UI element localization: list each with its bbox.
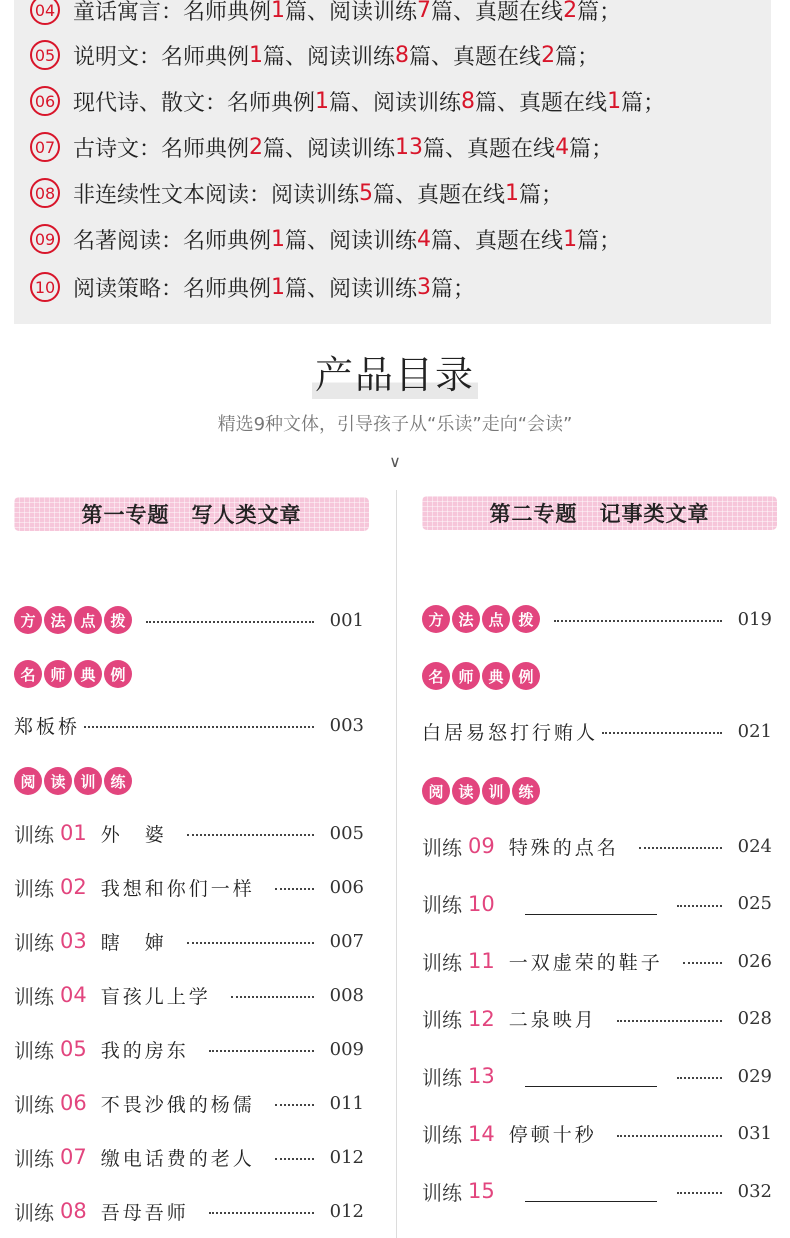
toc-row-training[interactable] xyxy=(422,889,772,919)
count-value: 1 xyxy=(563,226,578,252)
summary-text: 篇； xyxy=(569,136,614,162)
count-value: 1 xyxy=(271,0,286,23)
page-number: 032 xyxy=(737,1180,772,1202)
page-number: 011 xyxy=(329,1092,364,1114)
dot-leader xyxy=(84,726,314,728)
count-value: 1 xyxy=(271,274,286,300)
method-badge-char: 方 xyxy=(14,606,42,634)
example-badge-char: 典 xyxy=(482,662,510,690)
summary-text: 篇、真题在线 xyxy=(373,182,506,208)
summary-text: 篇、阅读训练 xyxy=(285,0,418,25)
training-badge-char: 读 xyxy=(452,777,480,805)
training-number: 09 xyxy=(468,834,495,858)
summary-text: 篇； xyxy=(555,44,600,70)
summary-text: 篇； xyxy=(577,0,622,25)
training-badge-char: 读 xyxy=(44,767,72,795)
training-number: 01 xyxy=(60,821,87,845)
blank-title-line xyxy=(525,1180,657,1202)
summary-text: 篇、阅读训练 xyxy=(285,276,418,302)
count-value: 3 xyxy=(417,274,432,300)
training-number: 02 xyxy=(60,875,87,899)
example-badge-char: 师 xyxy=(44,660,72,688)
toc-row-training[interactable] xyxy=(14,818,364,848)
page-number: 028 xyxy=(737,1008,772,1029)
page-number: 009 xyxy=(329,1038,364,1060)
summary-row xyxy=(30,84,665,118)
toc-row-example[interactable] xyxy=(422,716,772,746)
dot-leader xyxy=(677,1192,722,1194)
page-number: 031 xyxy=(737,1123,772,1144)
entry-title: 外 婆 xyxy=(100,823,167,846)
page-number: 019 xyxy=(737,608,772,630)
example-badge-char: 例 xyxy=(512,662,540,690)
page-number: 024 xyxy=(737,835,772,857)
dot-leader xyxy=(231,996,314,998)
summary-text: 篇、真题在线 xyxy=(409,44,542,70)
dot-leader xyxy=(639,847,722,849)
page-number: 007 xyxy=(329,930,364,952)
entry-title: 缴电话费的老人 xyxy=(100,1147,255,1170)
training-badge-char: 阅 xyxy=(422,777,450,805)
count-value: 5 xyxy=(359,180,374,206)
training-prefix: 训练 xyxy=(14,984,54,1009)
dot-leader xyxy=(275,888,314,890)
summary-row xyxy=(30,38,599,72)
method-badges xyxy=(14,606,132,634)
summary-text: 名师典例 xyxy=(183,0,272,25)
dot-leader xyxy=(617,1020,722,1022)
training-badges xyxy=(14,767,132,795)
toc-row-training[interactable] xyxy=(422,946,772,976)
entry-title: 白居易怒打行贿人 xyxy=(422,721,599,744)
column-divider xyxy=(396,490,397,1238)
toc-row-training[interactable] xyxy=(422,831,772,861)
summary-text: 篇、真题在线 xyxy=(431,0,564,25)
number-badge: 09 xyxy=(30,224,60,254)
training-prefix: 训练 xyxy=(422,835,462,860)
training-prefix: 训练 xyxy=(14,1092,54,1117)
training-badges xyxy=(422,777,540,805)
toc-row-training[interactable] xyxy=(422,1061,772,1091)
page-number: 025 xyxy=(737,893,772,914)
training-badge-char: 练 xyxy=(512,777,540,805)
summary-text: 名师典例 xyxy=(161,136,250,162)
summary-text: 篇、阅读训练 xyxy=(329,90,462,116)
genre-label: 名著阅读： xyxy=(73,228,184,254)
training-prefix: 训练 xyxy=(14,1146,54,1171)
training-badge-char: 训 xyxy=(482,777,510,805)
entry-title: 我想和你们一样 xyxy=(100,877,255,900)
chevron-down-icon: ∨ xyxy=(389,452,401,471)
genre-summary-box xyxy=(14,0,771,324)
summary-text: 篇； xyxy=(519,182,564,208)
training-prefix: 训练 xyxy=(14,930,54,955)
training-prefix: 训练 xyxy=(422,1008,462,1032)
method-badge-char: 方 xyxy=(422,605,450,633)
training-number: 15 xyxy=(468,1179,495,1203)
example-badge-char: 名 xyxy=(422,662,450,690)
number-badge: 04 xyxy=(30,0,60,25)
toc-row-method[interactable] xyxy=(546,604,772,634)
training-prefix: 训练 xyxy=(14,822,54,847)
catalog-title xyxy=(0,344,790,399)
example-badge-char: 典 xyxy=(74,660,102,688)
dot-leader xyxy=(187,834,314,836)
count-value: 2 xyxy=(541,42,556,68)
count-value: 1 xyxy=(607,88,622,114)
summary-row xyxy=(30,130,613,164)
summary-text: 篇、真题在线 xyxy=(475,90,608,116)
count-value: 2 xyxy=(249,134,264,160)
training-badge-char: 训 xyxy=(74,767,102,795)
toc-row-training[interactable] xyxy=(14,926,364,956)
entry-title: 瞎 婶 xyxy=(100,931,167,954)
number-badge: 08 xyxy=(30,178,60,208)
genre-label: 古诗文： xyxy=(73,136,162,162)
dot-leader xyxy=(554,620,722,622)
count-value: 7 xyxy=(417,0,432,23)
toc-row-training[interactable] xyxy=(14,1034,364,1064)
toc-row-training[interactable] xyxy=(422,1119,772,1149)
summary-text: 篇、阅读训练 xyxy=(285,228,418,254)
summary-text: 名师典例 xyxy=(183,228,272,254)
toc-row-training[interactable] xyxy=(14,1196,364,1226)
training-number: 10 xyxy=(468,891,495,916)
dot-leader xyxy=(275,1158,314,1160)
toc-row-example[interactable] xyxy=(14,710,364,740)
training-prefix: 训练 xyxy=(422,950,462,975)
page-number: 026 xyxy=(737,950,772,972)
toc-row-training[interactable] xyxy=(422,1004,772,1034)
count-value: 4 xyxy=(417,226,432,252)
method-badge-char: 点 xyxy=(74,606,102,634)
entry-title: 特殊的点名 xyxy=(508,836,619,859)
summary-text: 篇、真题在线 xyxy=(423,136,556,162)
count-value: 1 xyxy=(249,42,264,68)
page-number: 008 xyxy=(329,984,364,1006)
page-number: 012 xyxy=(329,1200,364,1222)
blank-title-line xyxy=(525,893,657,915)
count-value: 1 xyxy=(271,226,286,252)
dot-leader xyxy=(146,621,314,623)
training-number: 05 xyxy=(60,1037,87,1061)
count-value: 1 xyxy=(505,180,520,206)
page-number: 029 xyxy=(737,1065,772,1087)
training-number: 08 xyxy=(60,1199,87,1223)
genre-label: 现代诗、散文： xyxy=(73,90,228,116)
toc-row-training[interactable] xyxy=(14,1088,364,1118)
training-number: 04 xyxy=(60,983,87,1007)
example-badge-char: 名 xyxy=(14,660,42,688)
entry-title: 吾母吾师 xyxy=(100,1201,189,1224)
summary-text: 阅读训练 xyxy=(271,182,360,208)
summary-text: 篇； xyxy=(577,228,622,254)
number-badge: 07 xyxy=(30,132,60,162)
summary-text: 篇； xyxy=(621,90,666,116)
training-number: 07 xyxy=(60,1145,87,1169)
training-badge-char: 练 xyxy=(104,767,132,795)
entry-title: 不畏沙俄的杨儒 xyxy=(100,1093,255,1116)
training-prefix: 训练 xyxy=(422,1180,462,1205)
section-banner-left: 第一专题 写人类文章 xyxy=(14,497,369,531)
page-number: 021 xyxy=(737,720,772,742)
number-badge: 05 xyxy=(30,40,60,70)
entry-title: 盲孩儿上学 xyxy=(100,985,211,1008)
page-number: 005 xyxy=(329,822,364,844)
page-number: 006 xyxy=(329,876,364,898)
number-badge: 06 xyxy=(30,86,60,116)
dot-leader xyxy=(209,1212,314,1214)
entry-title: 停顿十秒 xyxy=(508,1124,597,1146)
summary-text: 篇； xyxy=(431,276,476,302)
entry-title: 二泉映月 xyxy=(508,1009,597,1031)
count-value: 4 xyxy=(555,134,570,160)
dot-leader xyxy=(677,905,722,907)
training-number: 06 xyxy=(60,1091,87,1115)
toc-row-training[interactable] xyxy=(14,1142,364,1172)
toc-row-training[interactable] xyxy=(14,980,364,1010)
method-badge-char: 点 xyxy=(482,605,510,633)
count-value: 8 xyxy=(395,42,410,68)
section-banner-right: 第二专题 记事类文章 xyxy=(422,496,777,530)
page-number: 012 xyxy=(329,1146,364,1168)
dot-leader xyxy=(187,942,314,944)
example-badges xyxy=(422,662,540,690)
training-number: 03 xyxy=(60,929,87,953)
training-number: 12 xyxy=(468,1006,495,1031)
dot-leader xyxy=(617,1135,722,1137)
summary-row xyxy=(30,222,621,256)
training-badge-char: 阅 xyxy=(14,767,42,795)
toc-row-training[interactable] xyxy=(422,1176,772,1206)
training-prefix: 训练 xyxy=(422,893,462,917)
training-prefix: 训练 xyxy=(14,1038,54,1063)
toc-row-training[interactable] xyxy=(14,872,364,902)
dot-leader xyxy=(209,1050,314,1052)
dot-leader xyxy=(602,732,722,734)
summary-row xyxy=(30,270,475,304)
count-value: 8 xyxy=(461,88,476,114)
genre-label: 阅读策略： xyxy=(73,276,184,302)
example-badge-char: 例 xyxy=(104,660,132,688)
summary-text: 篇、真题在线 xyxy=(431,228,564,254)
training-prefix: 训练 xyxy=(14,876,54,901)
summary-text: 名师典例 xyxy=(183,276,272,302)
method-badges xyxy=(422,605,540,633)
dot-leader xyxy=(677,1077,722,1079)
count-value: 1 xyxy=(315,88,330,114)
summary-text: 篇、阅读训练 xyxy=(263,44,396,70)
count-value: 13 xyxy=(395,134,424,160)
summary-row xyxy=(30,176,563,210)
training-number: 14 xyxy=(468,1121,495,1146)
page-number: 001 xyxy=(329,609,364,631)
toc-row-method[interactable] xyxy=(138,605,364,635)
entry-title: 郑板桥 xyxy=(14,715,81,738)
summary-row xyxy=(30,0,621,27)
number-badge: 10 xyxy=(30,272,60,302)
page-number: 003 xyxy=(329,714,364,736)
example-badges xyxy=(14,660,132,688)
training-prefix: 训练 xyxy=(422,1123,462,1147)
method-badge-char: 法 xyxy=(44,606,72,634)
genre-label: 说明文： xyxy=(73,44,162,70)
summary-text: 篇、阅读训练 xyxy=(263,136,396,162)
method-badge-char: 拨 xyxy=(104,606,132,634)
blank-title-line xyxy=(525,1065,657,1087)
method-badge-char: 拨 xyxy=(512,605,540,633)
genre-label: 童话寓言： xyxy=(73,0,184,25)
catalog-subtitle: 精选9种文体，引导孩子从“乐读”走向“会读” xyxy=(217,414,573,435)
dot-leader xyxy=(683,962,722,964)
summary-text: 名师典例 xyxy=(227,90,316,116)
entry-title: 我的房东 xyxy=(100,1039,189,1062)
training-prefix: 训练 xyxy=(14,1200,54,1225)
dot-leader xyxy=(275,1104,314,1106)
catalog-title-text: 产品目录 xyxy=(312,344,478,399)
summary-text: 名师典例 xyxy=(161,44,250,70)
training-number: 11 xyxy=(468,949,495,973)
example-badge-char: 师 xyxy=(452,662,480,690)
count-value: 2 xyxy=(563,0,578,23)
training-number: 13 xyxy=(468,1064,495,1088)
method-badge-char: 法 xyxy=(452,605,480,633)
genre-label: 非连续性文本阅读： xyxy=(73,182,272,208)
entry-title: 一双虚荣的鞋子 xyxy=(508,951,663,974)
training-prefix: 训练 xyxy=(422,1065,462,1090)
